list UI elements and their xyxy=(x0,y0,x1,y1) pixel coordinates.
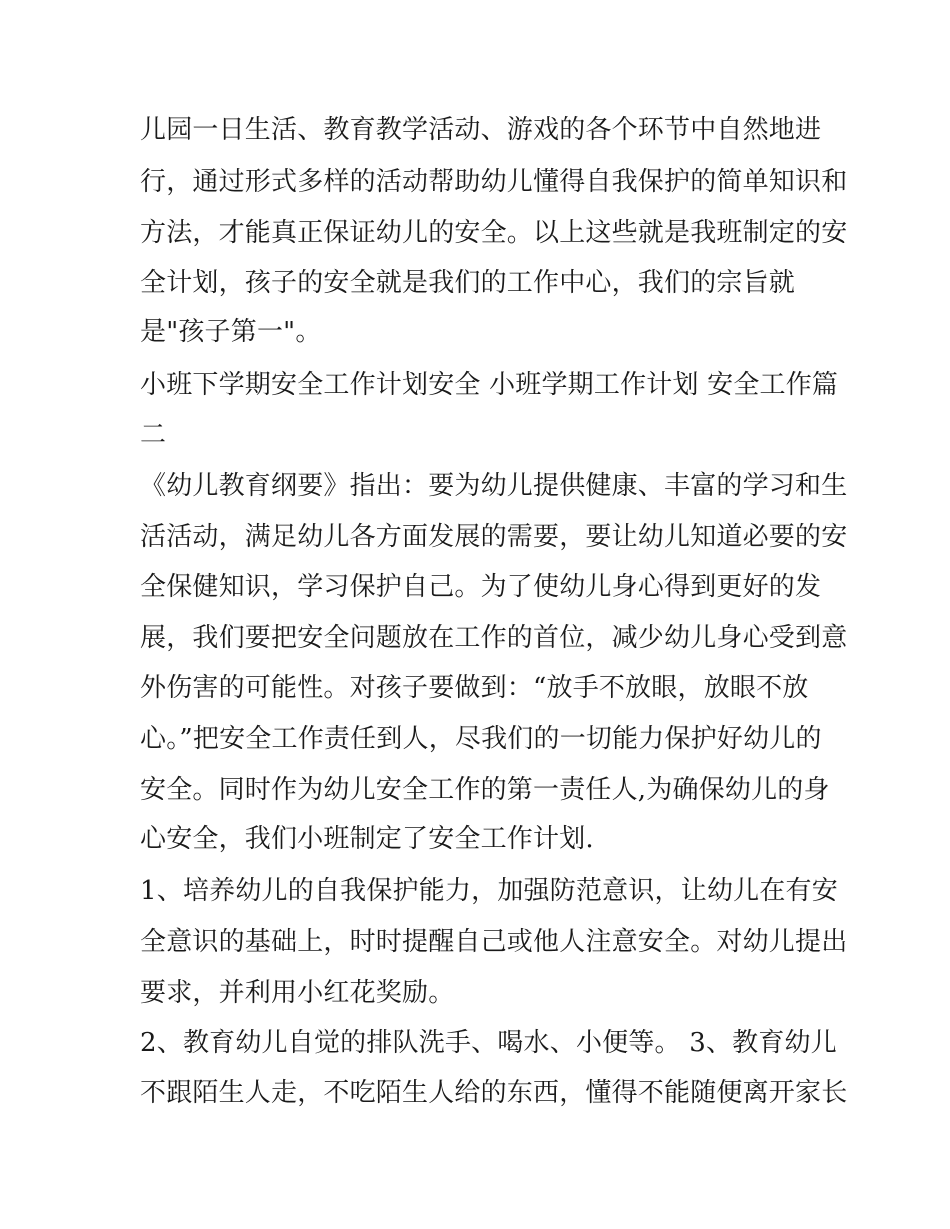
text-line: 行，通过形式多样的活动帮助幼儿懂得自我保护的简单知识和 xyxy=(140,167,848,197)
list-item-text: 要求，并利用小红花奖励。 xyxy=(140,978,455,1008)
text-line: 外伤害的可能性。对孩子要做到：“放手不放眼，放眼不放 xyxy=(140,673,809,703)
list-item-text: 2、教育幼儿自觉的排队洗手、喝水、小便等。 3、教育幼儿 xyxy=(140,1028,837,1058)
text-line: 方法，才能真正保证幼儿的安全。以上这些就是我班制定的安 xyxy=(140,218,848,248)
text-line: 活活动，满足幼儿各方面发展的需要，要让幼儿知道必要的安 xyxy=(140,522,848,552)
text-line: 全计划，孩子的安全就是我们的工作中心，我们的宗旨就 xyxy=(140,268,796,298)
text-line: 安全。同时作为幼儿安全工作的第一责任人,为确保幼儿的身 xyxy=(140,775,830,805)
text-line: 《幼儿教育纲要》指出：要为幼儿提供健康、丰富的学习和生 xyxy=(140,471,848,501)
list-item-text: 全意识的基础上，时时提醒自己或他人注意安全。对幼儿提出 xyxy=(140,927,848,957)
section-heading: 小班下学期安全工作计划安全 小班学期工作计划 安全工作篇 xyxy=(140,370,839,400)
list-item-text: 1、培养幼儿的自我保护能力，加强防范意识，让幼儿在有安 xyxy=(140,876,838,906)
text-line: 儿园一日生活、教育教学活动、游戏的各个环节中自然地进 xyxy=(140,115,822,145)
text-line: 心。”把安全工作责任到人，尽我们的一切能力保护好幼儿的 xyxy=(140,724,822,754)
section-heading-continued: 二 xyxy=(140,420,167,450)
text-line: 是"孩子第一"。 xyxy=(140,317,322,347)
text-line: 全保健知识，学习保护自己。为了使幼儿身心得到更好的发 xyxy=(140,572,822,602)
text-line: 展，我们要把安全问题放在工作的首位，减少幼儿身心受到意 xyxy=(140,623,848,653)
text-line: 心安全，我们小班制定了安全工作计划. xyxy=(140,824,594,854)
list-item-text: 不跟陌生人走，不吃陌生人给的东西，懂得不能随便离开家长 xyxy=(140,1078,848,1108)
